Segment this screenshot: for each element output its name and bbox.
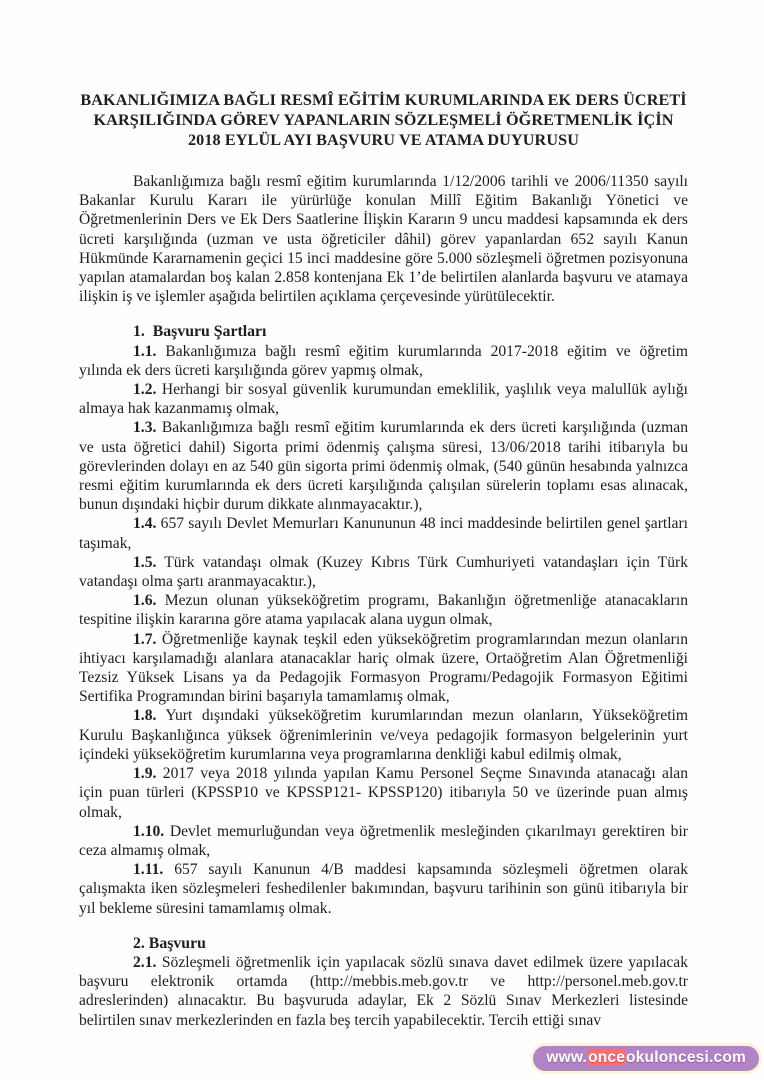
list-item: [79, 860, 688, 918]
section-heading: 2. Başvuru: [133, 934, 206, 952]
item-number: 1.7.: [133, 630, 157, 648]
item-number: 1.11.: [133, 861, 164, 879]
item-text: Bakanlığımıza bağlı resmî eğitim kurumlarında ek ders ücreti karşılığında (uzman ve usta öğretici dahil) Sigorta primi ödenmiş çalışma süresi, 13/06/2018 tarihi itibarıyla bu görevlerinden dolayı en az 540 gün sigorta primi ödenmiş olmak, (540 günün hesabında yalnızca resmi eğitim kurumlarında ek ders ücreti karşılığında çalışılan sürelerin toplamı esas alınacak, bunun dışındaki hiçbir durum dikkate alınmayacaktır.),: [79, 419, 688, 514]
title-line-3: 2018 EYLÜL AYI BAŞVURU VE ATAMA DUYURUSU: [187, 131, 580, 149]
list-item: [79, 822, 688, 860]
item-number: 1.8.: [133, 707, 157, 725]
item-text: Türk vatandaşı olmak (Kuzey Kıbrıs Türk Cumhuriyeti vatandaşları için Türk vatandaşı olma şartı aranmayacaktır.),: [79, 553, 688, 591]
item-number: 1.5.: [133, 553, 157, 571]
item-text: Mezun olunan yükseköğretim programı, Bakanlığın öğretmenliğe atanacakların tespitine ilişkin kararına göre atama yapılacak alana uygun olmak,: [79, 592, 688, 629]
watermark-url-suffix: okuloncesi.com: [626, 1049, 746, 1066]
list-item: [79, 342, 688, 380]
item-text: 657 sayılı Devlet Memurları Kanununun 48 inci maddesinde belirtilen genel şartları taşımak,: [79, 515, 689, 552]
item-number: 1.9.: [133, 765, 157, 783]
list-item: [79, 630, 688, 707]
item-number: 1.2.: [133, 381, 157, 399]
list-item: [79, 706, 688, 764]
list-item: [79, 591, 688, 629]
watermark-url-prefix: www.: [546, 1049, 588, 1066]
item-number: 2.1.: [133, 953, 157, 971]
watermark-badge: [530, 1043, 762, 1074]
list-item: [79, 553, 688, 591]
intro-paragraph: Bakanlığımıza bağlı resmî eğitim kurumlarında 1/12/2006 tarihli ve 2006/11350 sayılı Bakanlar Kurulu Kararı ile yürürlüğe konulan Millî Eğitim Bakanlığı Yönetici ve Öğretmenlerinin Ders ve Ek Ders Saatlerine İlişkin Kararın 9 uncu maddesi kapsamında ek ders ücreti karşılığında (uzman ve usta öğreticiler dâhil) görev yapanlardan 652 sayılı Kanun Hükmünde Kararnamenin geçici 15 inci maddesine göre 5.000 sözleşmeli öğretmen pozisyonuna yapılan atamalardan boş kalan 2.858 kontenjana Ek 1’de belirtilen alanlarda başvuru ve atamaya ilişkin iş ve işlemler aşağıda belirtilen açıklama çerçevesinde yürütülecektir.: [79, 173, 688, 306]
item-text: Devlet memurluğundan veya öğretmenlik mesleğinden çıkarılmayı gerektiren bir ceza almamış olmak,: [79, 822, 688, 859]
list-item: [79, 514, 688, 552]
item-text: Herhangi bir sosyal güvenlik kurumundan emeklilik, yaşlılık veya malullük aylığı almaya hak kazanmamış olmak,: [79, 381, 688, 418]
section-heading: 1. Başvuru Şartları: [133, 323, 267, 341]
list-item: [79, 418, 688, 514]
item-text: Sözleşmeli öğretmenlik için yapılacak sözlü sınava davet edilmek üzere yapılacak başvuru elektronik ortamda (http://mebbis.meb.gov.tr ve http://personel.meb.gov.tr adreslerinden) alınacaktır. Bu başvuruda adaylar, Ek 2 Sözlü Sınav Merkezleri listesinde belirtilen sınav merkezlerinden en fazla beş tercih yapabilecektir. Tercih ettiği sınav: [79, 953, 688, 1029]
list-item: [79, 764, 688, 822]
title-line-1: BAKANLIĞIMIZA BAĞLI RESMÎ EĞİTİM KURUMLARINDA EK DERS ÜCRETİ: [80, 91, 687, 109]
item-number: 1.10.: [133, 822, 165, 840]
sections-container: [79, 322, 688, 1029]
list-item: [79, 380, 688, 418]
item-number: 1.1.: [133, 342, 157, 360]
item-text: Yurt dışındaki yükseköğretim kurumlarından mezun olanların, Yükseköğretim Kurulu Başkanlığınca yüksek öğrenimlerinin ve/veya pedagojik formasyon belgelerinin yurt içindeki yükseköğretim kurumlarına veya programlarına denkliği kabul edilmiş olmak,: [79, 707, 688, 763]
item-text: 2017 veya 2018 yılında yapılan Kamu Personel Seçme Sınavında atanacağı alan için puan türleri (KPSSP10 ve KPSSP121- KPSSP120) itibarıyla 50 ve üzerinde puan almış olmak,: [79, 765, 688, 821]
item-number: 1.6.: [133, 592, 157, 610]
item-text: Öğretmenliğe kaynak teşkil eden yükseköğretim programlarından mezun olanların ihtiyacı karşılamadığı alanlara atanacaklar hariç olmak üzere, Ortaöğretim Alan Öğretmenliği Tezsiz Yüksek Lisans ya da Pedagojik Formasyon Programı/Pedagojik Formasyon Eğitimi Sertifika Programından birini başarıyla tamamlamış olmak,: [79, 630, 688, 706]
item-text: 657 sayılı Kanunun 4/B maddesi kapsamında sözleşmeli öğretmen olarak çalışmakta iken sözleşmeleri feshedilenler bakımından, başvuru tarihinin son günü itibarıyla bir yıl bekleme süresini tamamlamış olmak.: [79, 861, 688, 917]
item-number: 1.3.: [133, 419, 157, 437]
list-item: [79, 953, 688, 1030]
title-line-2: KARŞILIĞINDA GÖREV YAPANLARIN SÖZLEŞMELİ ÖĞRETMENLİK İÇİN: [93, 111, 674, 129]
item-text: Bakanlığımıza bağlı resmî eğitim kurumlarında 2017-2018 eğitim ve öğretim yılında ek ders ücreti karşılığında görev yapmış olmak,: [79, 342, 688, 379]
watermark-url-highlight: once: [588, 1049, 626, 1066]
document-title: [79, 90, 688, 150]
item-number: 1.4.: [133, 515, 157, 533]
